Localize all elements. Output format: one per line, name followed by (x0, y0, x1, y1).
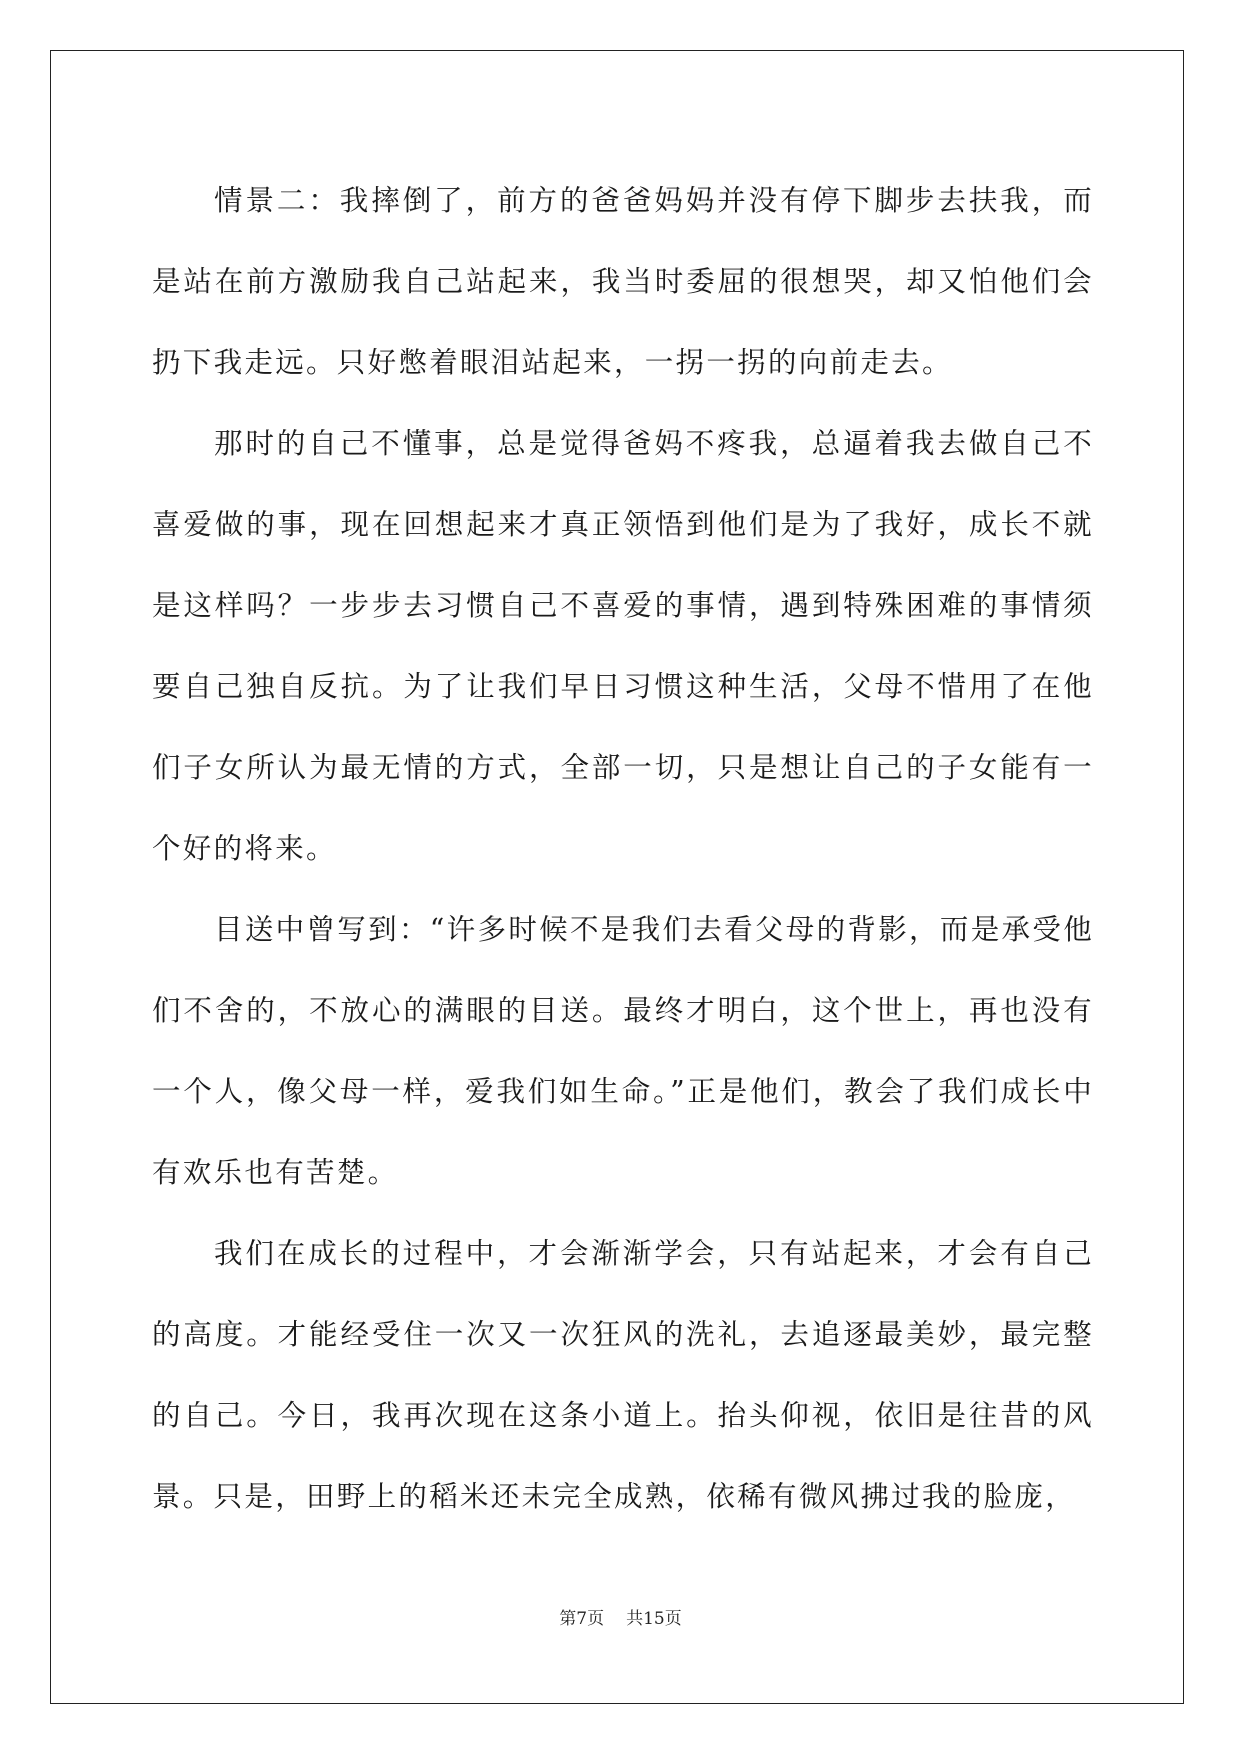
document-body (152, 160, 1094, 1537)
paragraph-3: 目送中曾写到：“许多时候不是我们去看父母的背影，而是承受他们不舍的，不放心的满眼的目送。最终才明白，这个世上，再也没有一个人，像父母一样，爱我们如生命。”正是他们，教会了我们成长中有欢乐也有苦楚。 (152, 913, 1094, 1189)
paragraph-2: 那时的自己不懂事，总是觉得爸妈不疼我，总逼着我去做自己不喜爱做的事，现在回想起来才真正领悟到他们是为了我好，成长不就是这样吗？一步步去习惯自己不喜爱的事情，遇到特殊困难的事情须要自己独自反抗。为了让我们早日习惯这种生活，父母不惜用了在他们子女所认为最无情的方式，全部一切，只是想让自己的子女能有一个好的将来。 (152, 427, 1094, 865)
paragraph-4: 我们在成长的过程中，才会渐渐学会，只有站起来，才会有自己的高度。才能经受住一次又一次狂风的洗礼，去追逐最美妙，最完整的自己。今日，我再次现在这条小道上。抬头仰视，依旧是往昔的风景。只是，田野上的稻米还未完全成熟，依稀有微风拂过我的脸庞， (152, 1237, 1094, 1513)
paragraph-1: 情景二：我摔倒了，前方的爸爸妈妈并没有停下脚步去扶我，而是站在前方激励我自己站起来，我当时委屈的很想哭，却又怕他们会扔下我走远。只好憋着眼泪站起来，一拐一拐的向前走去。 (152, 184, 1094, 379)
page-footer (0, 1604, 1241, 1629)
page-total: 共15页 (626, 1609, 682, 1629)
page-number: 第7页 (559, 1609, 605, 1629)
